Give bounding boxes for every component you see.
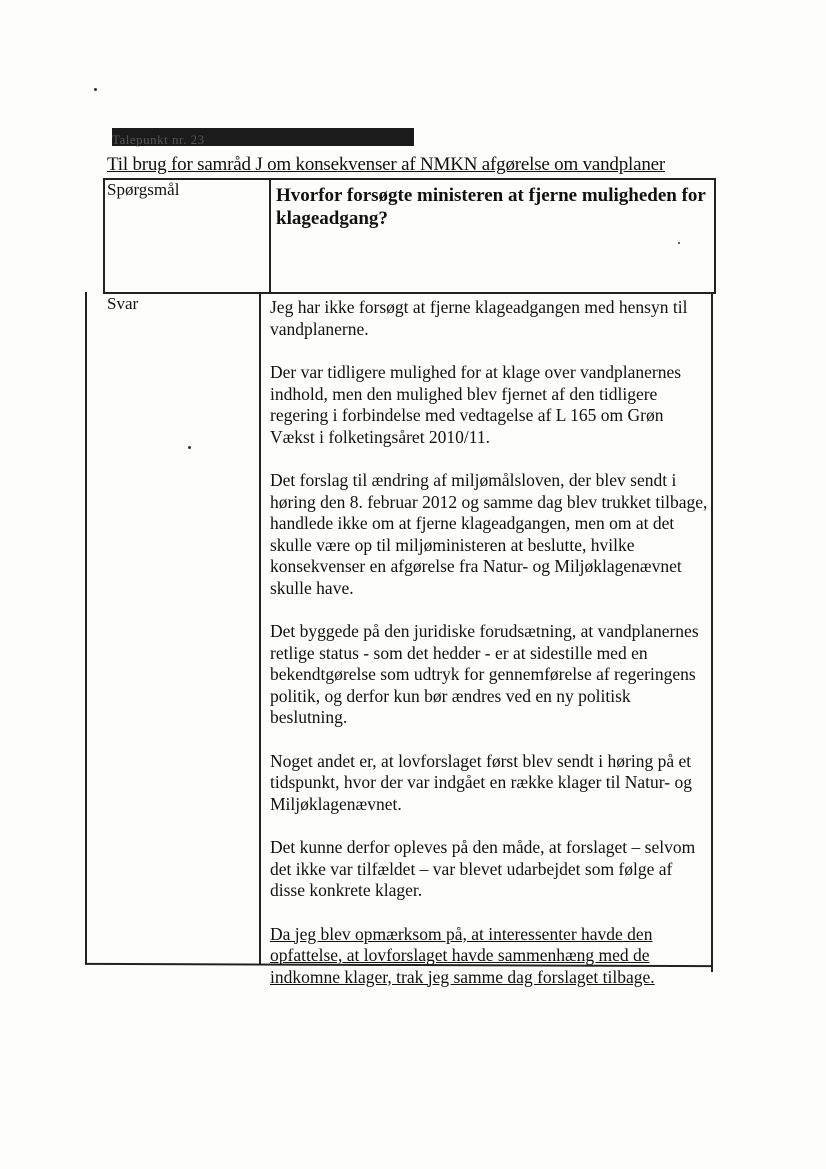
table-border-left: [103, 178, 105, 294]
table-row-divider: [103, 292, 715, 294]
table-border-right-lower: [711, 292, 713, 972]
table-border-top: [103, 178, 715, 180]
answer-paragraph: Jeg har ikke forsøgt at fjerne klageadgangen med hensyn til vandplanerne.: [270, 297, 688, 339]
answer-paragraph: Det kunne derfor opleves på den måde, at forslaget – selvom det ikke var tilfældet – var blevet udarbejdet som følge af disse konkrete klager.: [270, 837, 696, 900]
document-subtitle: Til brug for samråd J om konsekvenser af NMKN afgørelse om vandplaner: [107, 154, 666, 175]
answer-paragraph: Noget andet er, at lovforslaget først blev sendt i høring på et tidspunkt, hvor der var indgået en række klager til Natur- og Miljøklagenævnet.: [270, 750, 692, 814]
table-border-right: [714, 178, 716, 294]
scan-speck: [94, 88, 97, 91]
answer-paragraph: Da jeg blev opmærksom på, at interessenter havde den opfattelse, at lovforslaget havde sammenhæng med de indkomne klager, trak jeg samme dag forslaget tilbage.: [270, 923, 655, 987]
scan-speck: [678, 242, 680, 244]
answer-paragraph: Det byggede på den juridiske forudsætning, at vandplanernes retlige status - som det hedder - er at sidestille med en bekendtgørelse som udtryk for gennemførelse af regeringens politik, og derfor kun bør ændres ved en ny politisk beslutning.: [270, 621, 699, 727]
table-column-divider-lower: [259, 292, 261, 964]
answer-paragraph: Det forslag til ændring af miljømålsloven, der blev sendt i høring den 8. februar 2012 og samme dag blev trukket tilbage, handlede ikke om at fjerne klageadgangen, men om at det skulle være op til miljøministeren at beslutte, hvilke konsekvenser en afgørelse fra Natur- og Miljøklagenævnet skulle have.: [270, 470, 708, 598]
scan-speck: [188, 446, 191, 449]
answer-label: Svar: [107, 294, 139, 313]
question-label: Spørgsmål: [107, 180, 180, 199]
table-column-divider: [269, 178, 271, 294]
question-text: Hvorfor forsøgte ministeren at fjerne muligheden for klageadgang?: [276, 185, 706, 229]
redacted-header: [112, 128, 414, 146]
answer-paragraph: Der var tidligere mulighed for at klage over vandplanernes indhold, men den mulighed blev fjernet af den tidligere regering i forbindelse med vedtagelse af L 165 om Grøn Vækst i folketingsåret 2010/11.: [270, 362, 682, 447]
table-border-left-lower: [85, 292, 87, 964]
answer-body: [270, 297, 710, 988]
redacted-header-text: Talepunkt nr. 23: [112, 132, 205, 147]
